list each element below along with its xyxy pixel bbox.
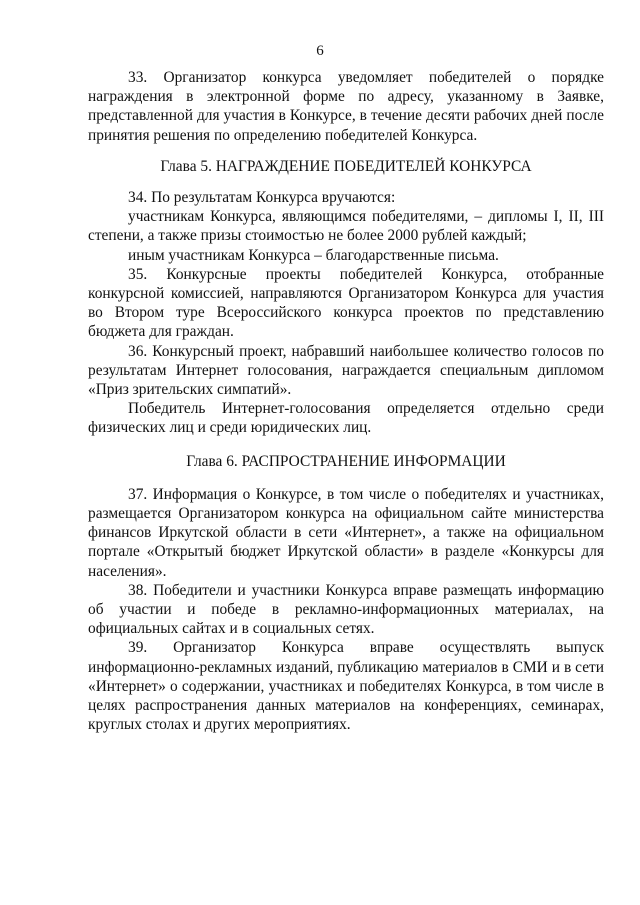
chapter-6-heading: Глава 6. РАСПРОСТРАНЕНИЕ ИНФОРМАЦИИ <box>186 452 506 470</box>
paragraph-38: 38. Победители и участники Конкурса вправе размещать информацию об участии и победе в рекламно-информационных материалах, на официальных сайтах и в социальных сетях. <box>88 581 604 638</box>
paragraph-34: 34. По результатам Конкурса вручаются: <box>128 189 396 207</box>
paragraph-35: 35. Конкурсные проекты победителей Конкурса, отобранные конкурсной комиссией, направляются Организатором Конкурса для участия во Втором туре Всероссийского конкурса проектов по представлению бюджета для граждан. <box>88 265 604 341</box>
paragraph-36: 36. Конкурсный проект, набравший наибольшее количество голосов по результатам Интернет голосования, награждается специальным дипломом «Приз зрительских симпатий». <box>88 342 604 399</box>
paragraph-39: 39. Организатор Конкурса вправе осуществлять выпуск информационно-рекламных изданий, публикацию материалов в СМИ и в сети «Интернет» о содержании, участниках и победителях Конкурса, в том числе в целях распространения данных материалов на конференциях, семинарах, круглых столах и других мероприятиях. <box>88 639 604 734</box>
paragraph-34-item-winners: участникам Конкурса, являющимся победителями, – дипломы I, II, III степени, а также призы стоимостью не более 2000 рублей каждый; <box>88 208 604 245</box>
page-number: 6 <box>316 43 324 59</box>
document-body <box>88 68 604 735</box>
paragraph-33: 33. Организатор конкурса уведомляет победителей о порядке награждения в электронной форме по адресу, указанному в Заявке, представленной для участия в Конкурсе, в течение десяти рабочих дней после принятия решения по определению победителей Конкурса. <box>88 69 604 144</box>
paragraph-34-item-other: иным участникам Конкурса – благодарственные письма. <box>128 246 499 264</box>
chapter-5-heading: Глава 5. НАГРАЖДЕНИЕ ПОБЕДИТЕЛЕЙ КОНКУРСА <box>160 157 532 175</box>
paragraph-37: 37. Информация о Конкурсе, в том числе о победителях и участниках, размещается Организатором конкурса на официальном сайте министерства финансов Иркутской области в сети «Интернет», а также на официальном портале «Открытый бюджет Иркутской области» в разделе «Конкурсы для населения». <box>88 485 604 580</box>
paragraph-36-voting-winner: Победитель Интернет-голосования определяется отдельно среди физических лиц и среди юридических лиц. <box>88 400 604 437</box>
